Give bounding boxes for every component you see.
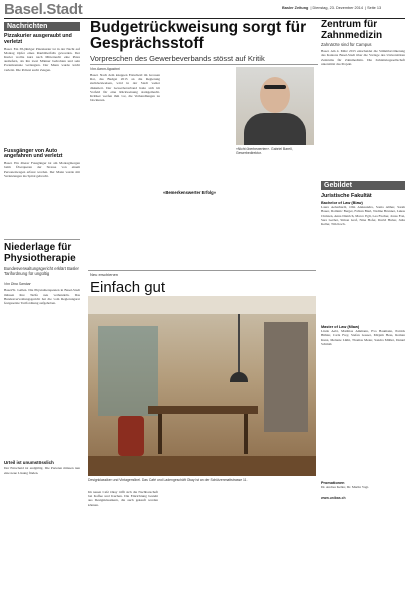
degree-names: Laura Aeberhardt, Olin Aleksandra, Sonia Alther, Sarah Bauer, Dominic Berger, Fabian Bieri, Nadine Brunner, Lukas Christen, Anna Dietrich, Marco Egli, Lea Fischer, Jonas Frei, Sara Gerber, Simon Graf, Nina Hofer, David Huber, Julia Keller, Tim Koch.	[321, 205, 405, 227]
portrait-caption: «Nicht überbewerten». Gabriel Barell, Gewerbedirektor.	[236, 147, 293, 156]
window-shape	[98, 326, 158, 416]
article-subtitle: Bundesverwaltungsgericht erklärt Basler Tarifordnung für ungültig	[4, 266, 79, 277]
lead-subtitle: Vorpreschen des Gewerbeverbands stösst auf Kritik	[90, 54, 265, 63]
chair-shape	[118, 416, 144, 456]
article-title: Niederlage für Physiotherapie	[4, 242, 76, 264]
news-item-title: Fussgänger von Auto angefahren und verletzt	[4, 147, 63, 160]
left-column	[4, 22, 80, 514]
lamp-cord-shape	[238, 314, 240, 374]
right-subtitle: Zahnärzte sind für Campus	[321, 42, 372, 47]
degree-names: Dr. Andrea Keller, Dr. Martin Vogt.	[321, 485, 370, 490]
article-text: Der Entscheid ist endgültig. Die Parteien müssen nun eine neue Lösung finden.	[4, 466, 80, 475]
lead-body-col3	[236, 160, 314, 268]
glasses-shape	[264, 85, 286, 89]
portrait-photo	[236, 67, 314, 145]
table-shape	[148, 406, 258, 414]
faculty-title: Juristische Fakultät	[321, 193, 372, 200]
feature-body-col2	[164, 490, 234, 596]
education-bar: Gebildet	[321, 181, 405, 190]
news-item-text: Basel. Ein 38-jähriger Pizzakurier ist in der Nacht auf Montag Opfer eines Raubüberfalls geworden. Der Kurier wollte kurz nach Mitternacht eine Pizza ausliefern, als ihn zwei Männer bedrohten und sein Portemonnaie verlangten. Der Mann wurde leicht verletzt. Die Polizei sucht Zeugen.	[4, 46, 80, 72]
table-leg-shape	[244, 414, 248, 454]
article-text: Basel/St. Gallen. Die Physiotherapeuten in Basel-Stadt müssen ihre Tarife neu verhandeln. Das Bundesverwaltungsgericht hat die vom Regierungsrat festgesetzte Tarifordnung aufgehoben.	[4, 288, 80, 305]
feature-caption: Designklassiker und Vintagemöbel. Das Café und Ladengeschäft Okay ist an der Schützenmattstrasse 11.	[88, 478, 248, 482]
degree-names: Linda Aebi, Matthias Ammann, Eva Baumann, Patrick Bühler, Carla Frey, Stefan Gasser, Mirjam Hess, Roman Kunz, Melanie Lüthi, Thomas Meier, Sandra Müller, Daniel Schmid.	[321, 329, 405, 346]
article-subhead: Urteil ist unumstösslich	[4, 460, 54, 466]
news-item-title: Pizzakurier ausgeraubt und verletzt	[4, 33, 72, 45]
lamp-shape	[230, 372, 248, 382]
floor-shape	[88, 456, 316, 476]
lead-quote-title: «Bemerkenswerter Erfolg»	[163, 190, 217, 195]
lead-body-col1: Basel. Nach dem knappen Entscheid im Grossen Rat, das Budget 2015 an die Regierung zurückzuweisen, wird in der Stadt weiter diskutiert. Der Gewerbeverband hatte sich im Vorfeld für eine Rückweisung starkgemacht. Kritiker werfen ihm vor, die Verhandlungen zu blockieren.	[90, 73, 160, 103]
jacket-shape	[244, 113, 306, 145]
face-shape	[260, 77, 290, 113]
divider	[4, 239, 80, 240]
degree-title: Bachelor of Law (Blaw)	[321, 201, 363, 206]
right-column	[321, 20, 405, 500]
footer-link[interactable]: www.unibas.ch	[321, 496, 346, 501]
feature-body-col3	[240, 490, 316, 596]
article-author: Von Dina Sambar	[4, 282, 31, 287]
lead-title: Budgetrückweisung sorgt für Gesprächsstoff	[90, 19, 307, 52]
feature-rule	[88, 270, 316, 271]
masthead-info: Basler Zeitung | Dienstag, 23. Dezember 2014 | Seite 13	[282, 6, 382, 10]
degree-title: Promotionen	[321, 481, 345, 486]
lead-author: Von Aaron Agustoni	[90, 67, 120, 71]
feature-body-col1: Im neuen Café Okay trifft sich die Nachbarschaft bei Kaffee und Kuchen. Die Einrichtung besteht aus Designklassikern, die auch gekauft werden können.	[88, 490, 158, 507]
feature-kicker: Neu erschienen	[90, 272, 119, 277]
paper-name: Basler Zeitung	[282, 6, 309, 10]
degree-title: Master of Law (Mlaw)	[321, 325, 360, 330]
table-leg-shape	[158, 414, 162, 454]
lead-rule	[90, 64, 318, 65]
right-title: Zentrum für Zahnmedizin	[321, 19, 383, 41]
feature-title: Einfach gut	[90, 279, 166, 296]
feature-photo	[88, 296, 316, 476]
right-body: Basel. Am 4. März 2015 entscheidet die Stimmbevölkerung des Kantons Basel-Stadt über die Vorlage des Universitären Zentrums für Zahnmedizin. Die Zahnärztegesellschaft unterstützt das Projekt.	[321, 49, 405, 66]
section-title: Basel.Stadt	[4, 1, 83, 18]
shelf-shape	[264, 322, 308, 432]
news-bar: Nachrichten	[4, 22, 80, 31]
ceiling-shape	[88, 296, 316, 314]
lead-body-col2	[163, 73, 233, 269]
page-number: Seite 13	[367, 6, 382, 10]
news-item-text: Basel. Ein älterer Fussgänger ist am Montagmorgen beim Überqueren der Strasse von einem Personenwagen erfasst worden. Der Mann wurde mit Verletzungen ins Spital gebracht.	[4, 161, 80, 178]
dateline: Dienstag, 23. Dezember 2014	[312, 6, 363, 10]
